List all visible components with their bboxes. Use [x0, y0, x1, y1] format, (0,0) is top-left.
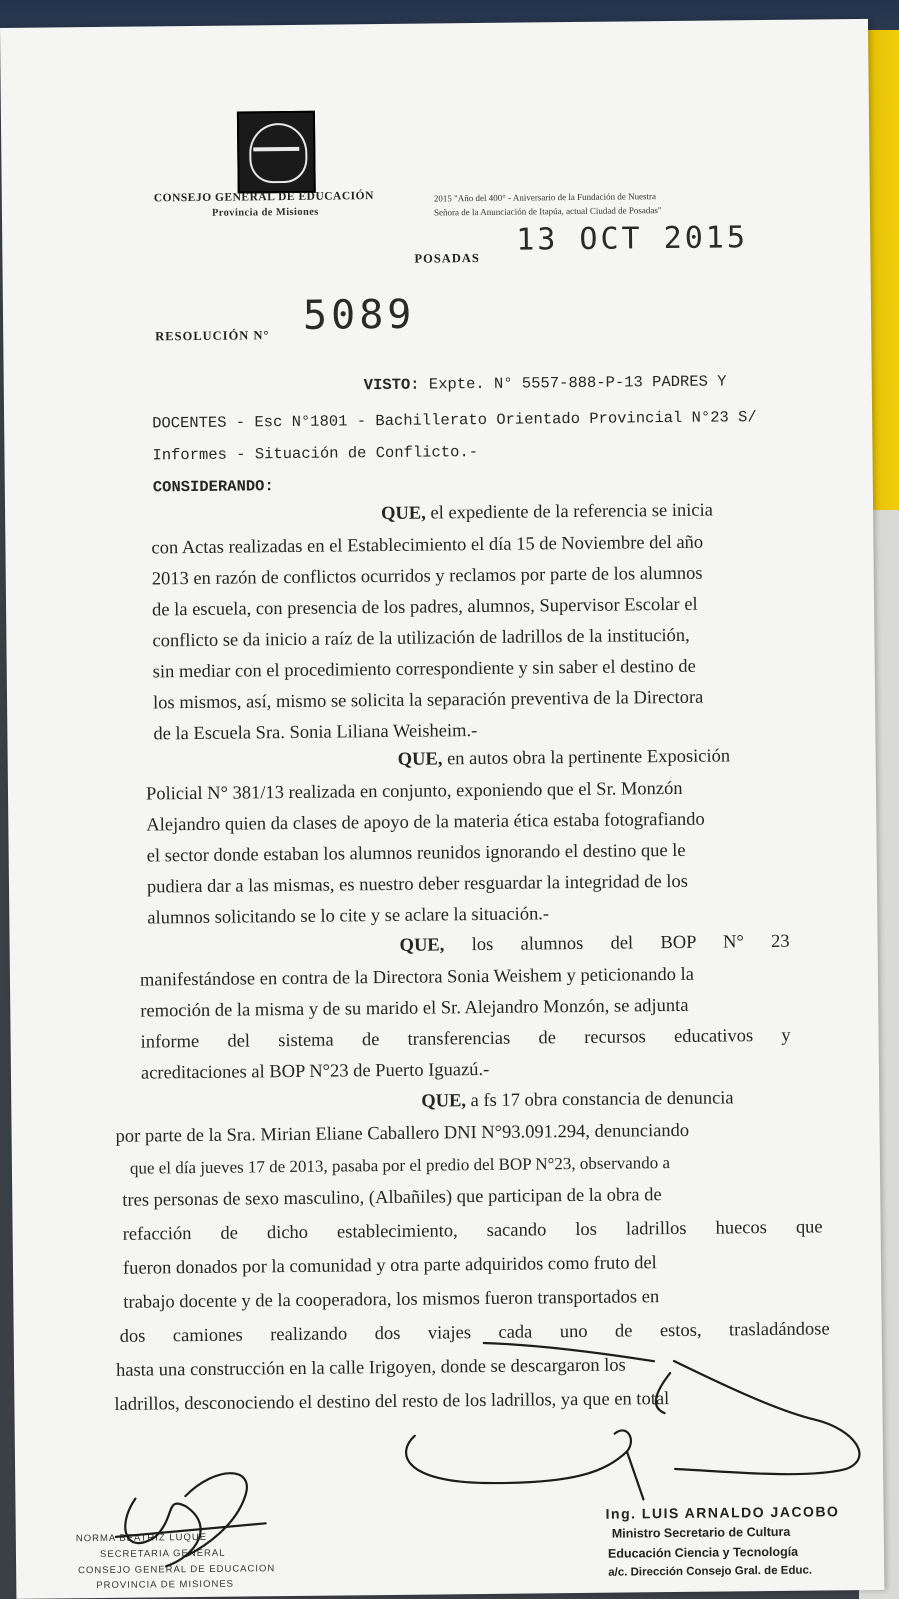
para-2-line: pudiera dar a las mismas, es nuestro deber resguardar la integridad de los	[146, 871, 689, 898]
para-2-line: Policial N° 381/13 realizada en conjunto, exponiendo que el Sr. Monzón	[145, 778, 683, 805]
org-title: CONSEJO GENERAL DE EDUCACIÓN	[153, 190, 374, 205]
left-signer-name: NORMA BEATRIZ LUQUE	[75, 1531, 208, 1545]
right-signer-ministry: Educación Ciencia y Tecnología	[607, 1544, 799, 1561]
visto-line-3: Informes - Situación de Conflicto.-	[152, 443, 479, 465]
para-4-line: hasta una construcción en la calle Irigoyen, donde se descargaron los	[115, 1355, 626, 1381]
visto-line-1: VISTO: Expte. N° 5557-888-P-13 PADRES Y	[363, 372, 727, 395]
left-signer-province: PROVINCIA DE MISIONES	[96, 1578, 235, 1592]
para-4-line: tres personas de sexo masculino, (Albañiles) que participan de la obra de	[122, 1185, 662, 1211]
para-1-line: los mismos, así, mismo se solicita la separación preventiva de la Directora	[152, 687, 704, 714]
para-1-line: sin mediar con el procedimiento correspondiente y sin saber el destino de	[152, 656, 696, 683]
date-stamp: 13 OCT 2015	[516, 220, 749, 258]
para-3-line: acreditaciones al BOP N°23 de Puerto Iguazú.-	[140, 1059, 490, 1084]
para-3-line: informe del sistema de transferencias de recursos educativos y	[140, 1025, 791, 1053]
para-1-line: 2013 en razón de conflictos ocurridos y reclamos por parte de los alumnos	[151, 563, 703, 590]
right-signer-name: Ing. LUIS ARNALDO JACOBO	[605, 1503, 840, 1522]
resolution-number: 5089	[302, 291, 416, 339]
para-3-first-line: QUE, los alumnos del BOP N° 23	[399, 931, 790, 956]
para-4-line: trabajo docente y de la cooperadora, los mismos fueron transportados en	[123, 1287, 660, 1313]
para-3-line: remoción de la misma y de su marido el Sr. Alejandro Monzón, se adjunta	[140, 995, 689, 1022]
para-4-line: fueron donados por la comunidad y otra parte adquiridos como fruto del	[122, 1253, 657, 1279]
para-1-line: de la Escuela Sra. Sonia Liliana Weisheim.-	[153, 721, 478, 745]
left-signer-title: SECRETARIA GENERAL	[99, 1547, 226, 1561]
visto-line-2: DOCENTES - Esc N°1801 - Bachillerato Orientado Provincial N°23 S/	[152, 408, 757, 433]
para-4-line: refacción de dicho establecimiento, sacando los ladrillos huecos que	[122, 1217, 823, 1245]
para-4-first-line: QUE, a fs 17 obra constancia de denuncia	[421, 1088, 734, 1112]
right-signer-title: Ministro Secretario de Cultura	[611, 1524, 791, 1541]
para-2-line: el sector donde estaban los alumnos reunidos ignorando el destino que le	[146, 840, 686, 867]
para-2-first-line: QUE, en autos obra la pertinente Exposición	[397, 746, 731, 770]
para-4-line: ladrillos, desconociendo el destino del resto de los ladrillos, ya que en total	[114, 1389, 670, 1415]
year-note: 2015 "Año del 400° - Aniversario de la Fundación de Nuestra Señora de la Anunciación de Itapúa, actual Ciudad de Posadas"	[433, 191, 662, 218]
para-1-line: con Actas realizadas en el Establecimiento el día 15 de Noviembre del año	[151, 532, 704, 559]
right-signer-role: a/c. Dirección Consejo Gral. de Educ.	[608, 1564, 813, 1579]
para-2-line: alumnos solicitando se lo cite y se aclare la situación.-	[147, 904, 550, 929]
para-4-line: que el día jueves 17 de 2013, pasaba por el predio del BOP N°23, observando a	[129, 1153, 671, 1178]
left-signer-org: CONSEJO GENERAL DE EDUCACION	[78, 1563, 276, 1577]
handwritten-signature-marks	[0, 19, 884, 1599]
para-1-first-line: QUE, el expediente de la referencia se inicia	[381, 500, 714, 525]
place-label: POSADAS	[414, 250, 480, 266]
resolution-label: RESOLUCIÓN N°	[155, 328, 270, 344]
document-page	[0, 19, 884, 1599]
para-1-line: conflicto se da inicio a raíz de la utilización de ladrillos de la institución,	[152, 625, 690, 652]
para-2-line: Alejandro quien da clases de apoyo de la materia ética estaba fotografiando	[146, 809, 705, 836]
para-4-line: por parte de la Sra. Mirian Eliane Caballero DNI N°93.091.294, denunciando	[115, 1120, 690, 1147]
para-4-line: dos camiones realizando dos viajes cada uno de estos, trasladándose	[119, 1319, 830, 1347]
para-1-line: de la escuela, con presencia de los padres, alumnos, Supervisor Escolar el	[152, 594, 698, 621]
org-subtitle: Provincia de Misiones	[211, 206, 319, 219]
para-3-line: manifestándose en contra de la Directora Sonia Weishem y peticionando la	[139, 964, 695, 991]
considerando-label: CONSIDERANDO:	[152, 477, 274, 497]
